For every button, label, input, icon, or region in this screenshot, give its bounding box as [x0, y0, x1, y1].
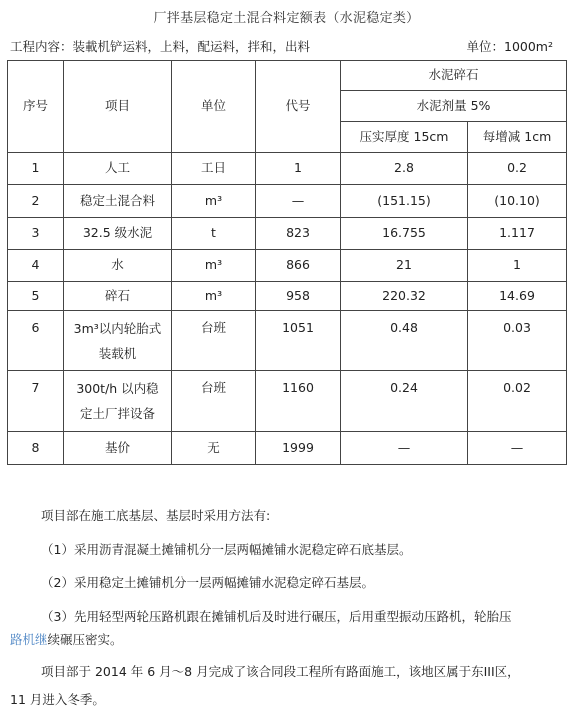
- table-row: [8, 311, 567, 371]
- cell-value-a: (151.15): [341, 185, 468, 218]
- cell-value-a: 21: [341, 250, 468, 282]
- cell-value-a: 2.8: [341, 153, 468, 185]
- cell-seq: 1: [8, 153, 64, 185]
- cell-item: 稳定土混合料: [64, 185, 172, 218]
- paragraph-schedule-continuation: 11 月进入冬季。: [10, 692, 105, 707]
- cell-unit: 无: [172, 432, 256, 465]
- cell-item: 基价: [64, 432, 172, 465]
- table-title: 厂拌基层稳定土混合料定额表（水泥稳定类）: [153, 11, 420, 26]
- cell-value-b: —: [468, 432, 567, 465]
- continuation-text: 续碾压密实。: [47, 632, 123, 647]
- table-row: [8, 250, 567, 282]
- cell-value-b: 14.69: [468, 282, 567, 311]
- paragraph-schedule: 项目部于 2014 年 6 月～8 月完成了该合同段工程所有路面施工，该地区属于东III区，: [41, 664, 520, 679]
- cell-unit: m³: [172, 250, 256, 282]
- cell-unit: t: [172, 218, 256, 250]
- table-row: [8, 282, 567, 311]
- header-col-a: 压实厚度 15cm: [341, 122, 468, 153]
- cell-seq: 3: [8, 218, 64, 250]
- cell-item-line: 3m³以内轮胎式: [73, 320, 162, 336]
- work-content: 工程内容：装載机铲运料，上料，配运料，拌和，出料: [10, 39, 311, 54]
- method-item-2: （2）采用稳定土摊铺机分一层两幅摊铺水泥稳定碎石基层。: [41, 575, 374, 590]
- cell-code: 1: [256, 153, 341, 185]
- cell-code: 866: [256, 250, 341, 282]
- cell-unit: 台班: [172, 311, 256, 371]
- table-row: [8, 371, 567, 432]
- cell-seq: 2: [8, 185, 64, 218]
- header-col-b: 每增减 1cm: [468, 122, 567, 153]
- cell-value-a: 0.48: [341, 311, 468, 371]
- method-item-3-continuation: [10, 630, 123, 648]
- cell-value-b: (10.10): [468, 185, 567, 218]
- cell-item-line: 300t/h 以内稳: [76, 381, 159, 396]
- cell-value-b: 0.03: [468, 311, 567, 371]
- cell-code: 1160: [256, 371, 341, 432]
- cell-value-b: 1: [468, 250, 567, 282]
- highlighted-text: 路机继: [10, 632, 48, 647]
- cell-seq: 4: [8, 250, 64, 282]
- cell-value-b: 1.117: [468, 218, 567, 250]
- cell-item: 人工: [64, 153, 172, 185]
- header-dosage: 水泥剂量 5%: [341, 91, 567, 122]
- cell-code: 958: [256, 282, 341, 311]
- header-unit: 单位: [172, 61, 256, 153]
- quota-table: [7, 60, 567, 465]
- cell-item: 32.5 级水泥: [64, 218, 172, 250]
- cell-code: 823: [256, 218, 341, 250]
- method-item-1: （1）采用沥青混凝土摊铺机分一层两幅摊铺水泥稳定碎石底基层。: [41, 542, 412, 557]
- header-seq: 序号: [8, 61, 64, 153]
- method-item-3: （3）先用轻型两轮压路机跟在摊铺机后及时进行碾压，后用重型振动压路机，轮胎压: [41, 609, 512, 624]
- cell-unit: m³: [172, 282, 256, 311]
- cell-seq: 6: [8, 311, 64, 371]
- header-group: 水泥碎石: [341, 61, 567, 91]
- cell-unit: 工日: [172, 153, 256, 185]
- cell-item-line: 定土厂拌设备: [79, 406, 155, 421]
- cell-item-line: 装载机: [98, 345, 137, 361]
- table-row: [8, 218, 567, 250]
- cell-seq: 5: [8, 282, 64, 311]
- cell-code: 1051: [256, 311, 341, 371]
- cell-item: 碎石: [64, 282, 172, 311]
- cell-item: [64, 371, 172, 432]
- cell-value-b: 0.2: [468, 153, 567, 185]
- cell-code: —: [256, 185, 341, 218]
- cell-value-b: 0.02: [468, 371, 567, 432]
- table-row: [8, 432, 567, 465]
- cell-value-a: 220.32: [341, 282, 468, 311]
- cell-seq: 8: [8, 432, 64, 465]
- cell-unit: 台班: [172, 371, 256, 432]
- cell-item: [64, 311, 172, 371]
- cell-value-a: 16.755: [341, 218, 468, 250]
- cell-unit: m³: [172, 185, 256, 218]
- header-code: 代号: [256, 61, 341, 153]
- cell-code: 1999: [256, 432, 341, 465]
- cell-item: 水: [64, 250, 172, 282]
- table-meta: [10, 37, 563, 55]
- cell-seq: 7: [8, 371, 64, 432]
- cell-value-a: —: [341, 432, 468, 465]
- table-row: [8, 185, 567, 218]
- paragraph-intro: 项目部在施工底基层、基层时采用方法有:: [41, 508, 271, 523]
- cell-value-a: 0.24: [341, 371, 468, 432]
- header-item: 项目: [64, 61, 172, 153]
- table-row: [8, 153, 567, 185]
- unit-label: 单位：1000m²: [466, 39, 553, 54]
